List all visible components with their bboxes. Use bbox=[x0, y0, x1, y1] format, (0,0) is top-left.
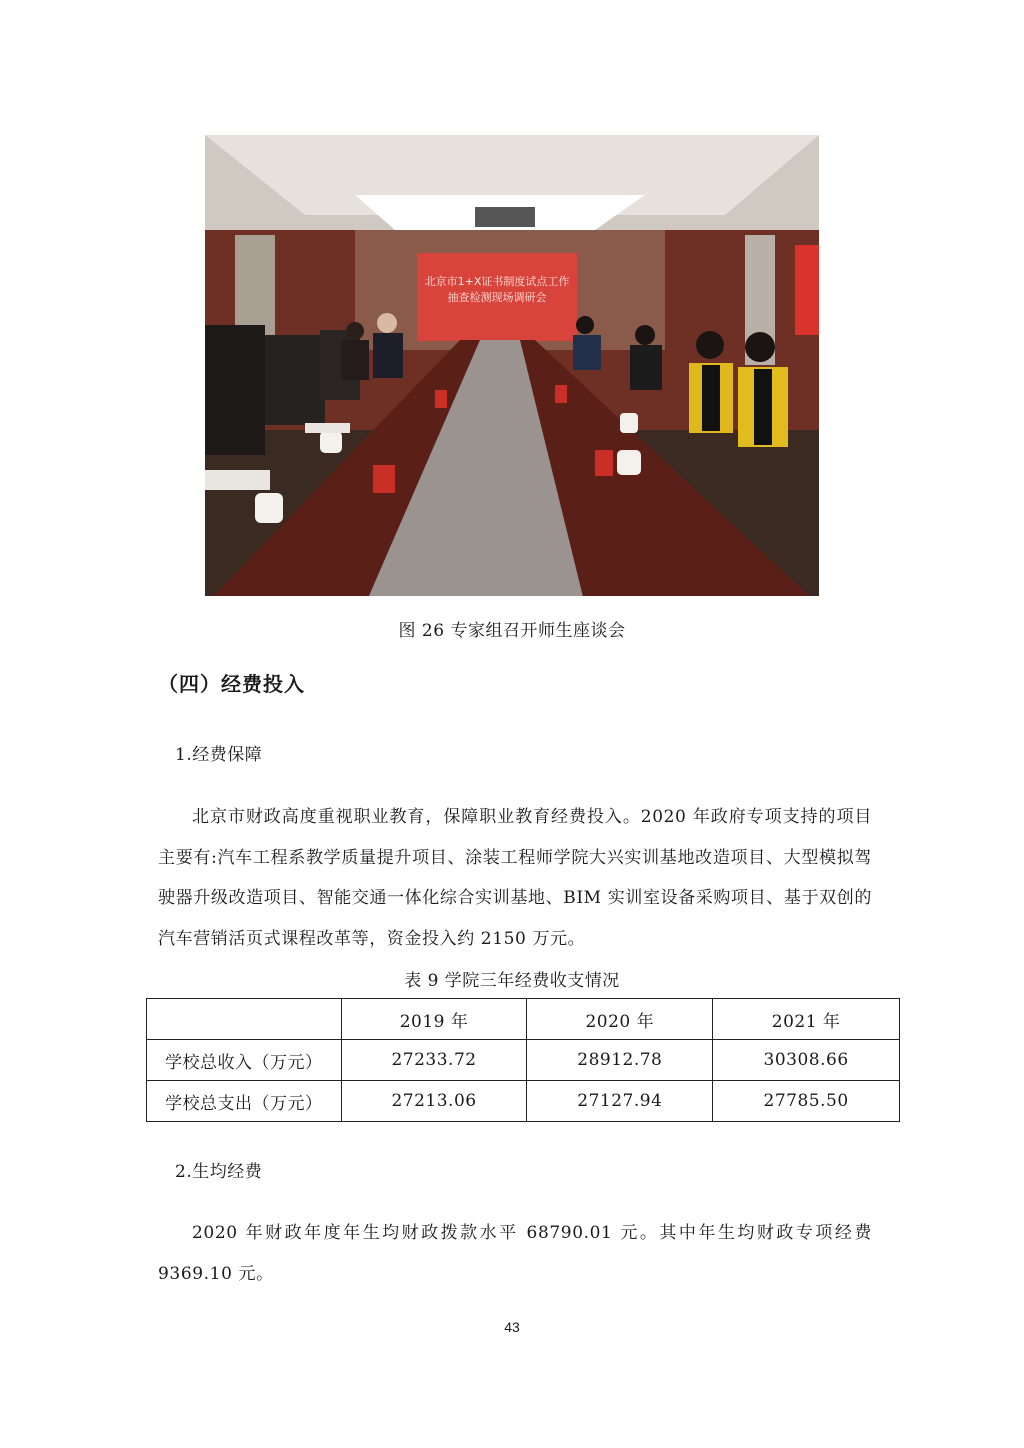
section-heading: （四）经费投入 bbox=[158, 672, 305, 696]
table-title: 表 9 学院三年经费收支情况 bbox=[404, 971, 620, 991]
funding-paragraph: 北京市财政高度重视职业教育，保障职业教育经费投入。2020 年政府专项支持的项目主要有:汽车工程系教学质量提升项目、涂装工程师学院大兴实训基地改造项目、大型模拟驾驶器升级改造项目、智能交通一体化综合实训基地、BIM 实训室设备采购项目、基于双创的汽车营销活页式课程改革等，资金投入约 2150 万元。 bbox=[158, 807, 872, 949]
screen-text-line1: 北京市1+X证书制度试点工作 bbox=[424, 275, 570, 288]
subsection-heading-funding-guarantee: 1.经费保障 bbox=[175, 745, 263, 765]
table-cell: 27127.94 bbox=[527, 1081, 713, 1122]
table-row bbox=[147, 1040, 900, 1081]
table-cell: 学校总支出（万元） bbox=[147, 1081, 342, 1122]
table-header-row bbox=[147, 999, 900, 1040]
table-cell: 学校总收入（万元） bbox=[147, 1040, 342, 1081]
page-number: 43 bbox=[504, 1319, 520, 1335]
meeting-photo bbox=[205, 135, 819, 596]
table-cell: 30308.66 bbox=[713, 1040, 900, 1081]
table-header-cell: 2019 年 bbox=[341, 999, 527, 1040]
table-cell: 28912.78 bbox=[527, 1040, 713, 1081]
figure-caption: 图 26 专家组召开师生座谈会 bbox=[398, 621, 626, 641]
funding-table bbox=[146, 998, 900, 1122]
table-header-cell: 2020 年 bbox=[527, 999, 713, 1040]
table-cell: 27213.06 bbox=[341, 1081, 527, 1122]
per-student-paragraph: 2020 年财政年度年生均财政拨款水平 68790.01 元。其中年生均财政专项经费 9369.10 元。 bbox=[158, 1223, 872, 1284]
table-cell: 27233.72 bbox=[341, 1040, 527, 1081]
table-cell: 27785.50 bbox=[713, 1081, 900, 1122]
table-header-cell bbox=[147, 999, 342, 1040]
table-row bbox=[147, 1081, 900, 1122]
subsection-heading-per-student-funding: 2.生均经费 bbox=[175, 1162, 263, 1182]
screen-text-line2: 抽查检测现场调研会 bbox=[447, 291, 547, 304]
table-header-cell: 2021 年 bbox=[713, 999, 900, 1040]
